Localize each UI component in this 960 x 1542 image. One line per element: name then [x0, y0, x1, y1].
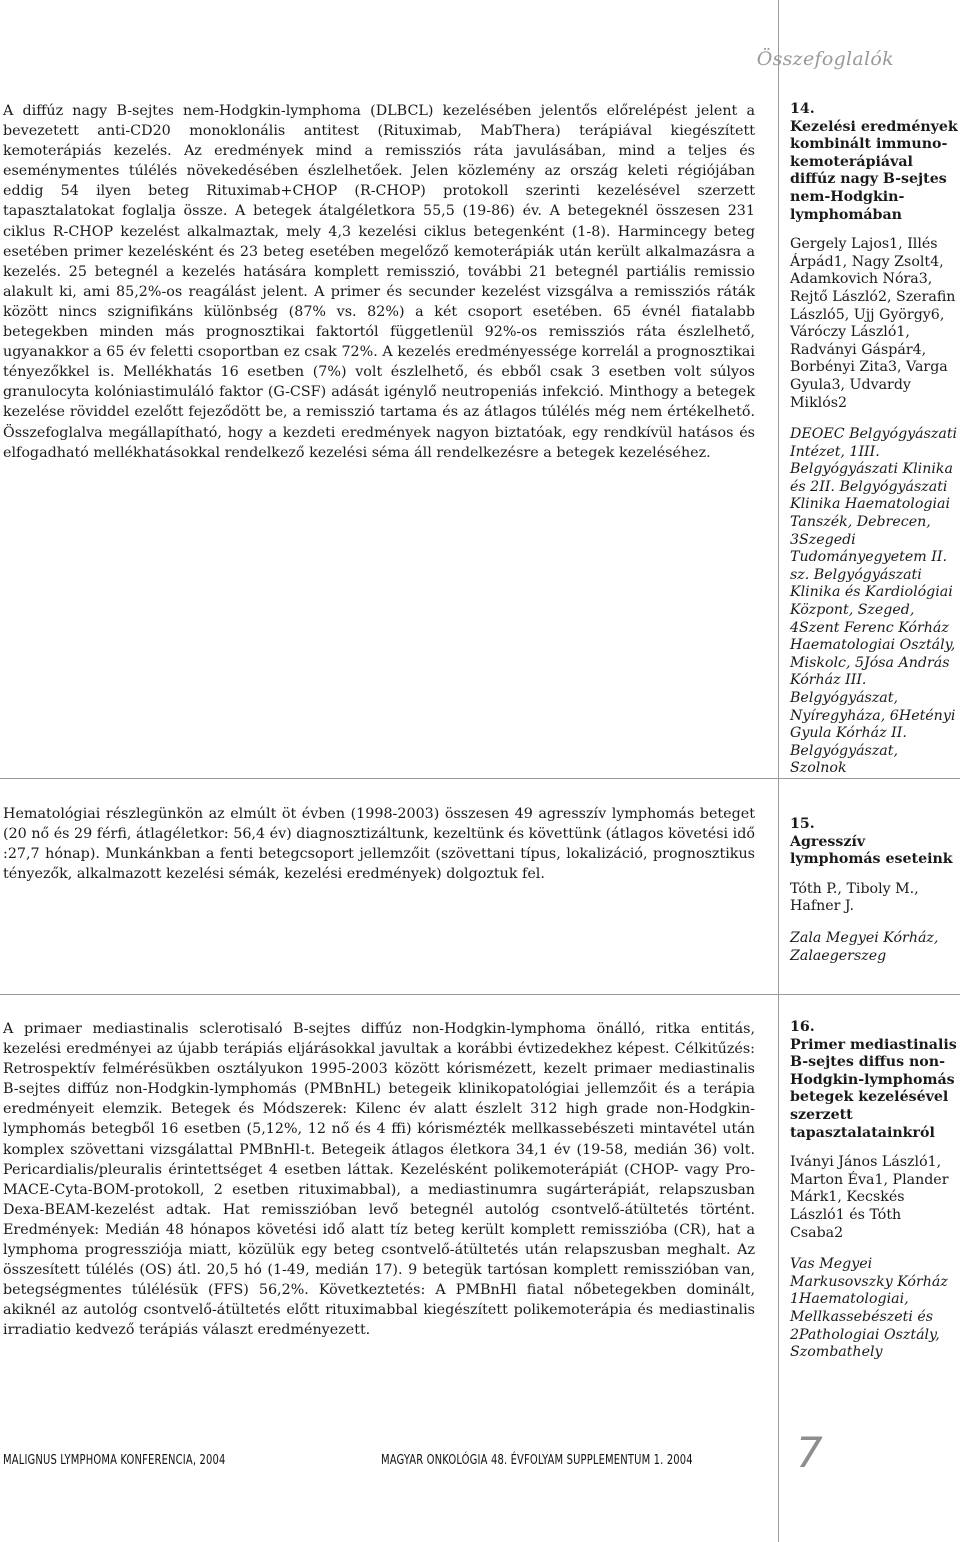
abstract-16-sidebar [790, 1019, 958, 1362]
abstract-separator-2 [0, 994, 960, 995]
abstract-15-sidebar [790, 816, 958, 965]
abstract-16-text: A primaer mediastinalis sclerotisaló B-sejtes diffúz non-Hodgkin-lymphoma önálló, ritka entitás, kezelési eredményei az újabb terápiás eljárásokkal javultak a korábbi évtizedekhez képest. Célkitűzés: Retrospektív felmérésükben osztályukon 1995-2003 között kórismézett, kezelt primaer mediastinalis B-sejtes diffúz non-Hodgkin-lymphomás (PMBnHL) betegeik klinikopatológiai jellemzőit és a terápia eredményeit elemzik. Betegek és Módszerek: Kilenc év alatt észlelt 312 high grade non-Hodgkin-lymphomás betegből 16 esetben (5,12%, 12 nő és 4 ffi) kórismézték mellkassebészeti mintavétel után komplex szövettani vizsgálattal PMBnHl-t. Betegeik átlagos életkora 34,1 év (19-58, medián 36) volt. Pericardialis/pleuralis érintettséget 4 esetben láttak. Kezelésként polikemoterápiát (CHOP- vagy Pro-MACE-Cyta-BOM-protokoll, 2 esetben rituximabbal), a mediastinumra sugárterápiát, relapszusban Dexa-BEAM-kezelést adtak. Hat remisszióban levő betegnél autológ csontvelő-átültetés történt. Eredmények: Medián 48 hónapos követési idő alatt tíz beteg került komplett remisszióba (CR), hat a lymphoma progressziója miatt, közülük egy beteg csontvelő-átültetés után relapszusban meghalt. Az összesített túlélés (OS) átl. 20,5 hó (1-49, medián 17). 9 betegük tartósan komplett remisszióban van, betegségmentes túlélésük (FFS) 56,2%. Következtetés: A PMBnHl fiatal nőbetegekben dominált, akiknél az autológ csontvelő-átültetés előtt rituximabbal kiegészített polikemoterápia és mediastinalis irradiatio kedvező terápiás választ eredményezett. [3, 1021, 755, 1339]
abstract-15-institution: Zala Megyei Kórház, Zalaegerszeg [790, 929, 939, 964]
abstract-15-text: Hematológiai részlegünkön az elmúlt öt évben (1998-2003) összesen 49 agresszív lymphomás beteget (20 nő és 29 férfi, átlagéletkor: 56,4 év) diagnosztizáltunk, kezeltünk és követtünk (átlagos követési idő :27,7 hónap). Munkánkban a fenti betegcsoport jellemzőit (szövettani típus, lokalizáció, prognosztikus tényezők, alkalmazott kezelési sémák, kezelési eredmények) dolgoztuk fel. [3, 806, 755, 883]
abstract-15-title: Agresszív lymphomás eseteink [790, 833, 953, 868]
column-divider [778, 0, 779, 1542]
abstract-15-authors: Tóth P., Tiboly M., Hafner J. [790, 880, 919, 915]
section-title: Összefoglalók [756, 48, 894, 70]
footer-conference: MALIGNUS LYMPHOMA KONFERENCIA, 2004 [3, 1452, 226, 1468]
abstract-14-sidebar [790, 101, 958, 778]
abstract-14-institution: DEOEC Belgyógyászati Intézet, 1III. Belgyógyászati Klinika és 2II. Belgyógyászati Klinika Haematologiai Tanszék, Debrecen, 3Szegedi Tudományegyetem II. sz. Belgyógyászati Klinika és Kardiológiai Központ, Szeged, 4Szent Ferenc Kórház Haematologiai Osztály, Miskolc, 5Jósa András Kórház III. Belgyógyászat, Nyíregyháza, 6Hetényi Gyula Kórház II. Belgyógyászat, Szolnok [790, 426, 958, 777]
abstract-separator-1 [0, 778, 960, 779]
abstract-16-authors: Iványi János László1, Marton Éva1, Plander Márk1, Kecskés László1 és Tóth Csaba2 [790, 1154, 949, 1241]
abstract-14-title: Kezelési eredmények kombinált immuno-kemoterápiával diffúz nagy B-sejtes nem-Hodgkin-lymphomában [790, 118, 958, 223]
abstract-14-text: A diffúz nagy B-sejtes nem-Hodgkin-lymphoma (DLBCL) kezelésében jelentős előrelépést jelent a bevezetett anti-CD20 monoklonális antitest (Rituximab, MabThera) terápiával kiegészített kemoterápiás kezelés. Az eredmények mind a remissziós ráta javulásában, mind a teljes és eseménymentes túlélés növekedésében észlelhetőek. Jelen közlemény az ország keleti régiójában eddig 54 ilyen beteg Rituximab+CHOP (R-CHOP) protokoll szerinti kezelésével szerzett tapasztalatokat foglalja össze. A betegek átalgéletkora 55,5 (19-86) év. A betegeknél összesen 231 ciklus R-CHOP kezelést alkalmaztak, mely 4,3 kezelési ciklus betegenként (1-8). Harmincegy beteg esetében primer kezelésként és 23 beteg esetében megelőző kemoterápiák után került alkalmazásra a kezelés. 25 betegnél a kezelés hatására komplett remisszió, további 21 betegnél partiális remissio alakult ki, ami 85,2%-os reagálást jelent. A primer és secunder kezelést vizsgálva a remissziós ráták között nincs szignifikáns különbség (87% vs. 82%) a két csoport esetében. 65 évnél fiatalabb betegekben minden más prognosztikai faktortól függetlenül 92%-os remissziós ráta észlelhető, ugyanakkor a 65 év feletti csoportban ez csak 72%. A kezelés eredményessége korrelál a prognosztikai tényezőkkel is. Mellékhatás 16 esetben (7%) volt észlelhető, és ebből csak 3 esetben volt súlyos granulocyta kolóniastimuláló faktor (G-CSF) adását igénylő neutropeniás infekció. Minthogy a betegek kezelése röviddel ezelőtt fejeződött be, a remisszió tartama és az átlagos túlélés még nem értékelhető. Összefoglalva megállapítható, hogy a kezdeti eredmények nagyon biztatóak, egy rendkívül hatásos és elfogadható mellékhatásokkal rendelkező kezelési séma áll rendelkezésre a betegek kezeléséhez. [3, 103, 755, 461]
abstract-16-number: 16. [790, 1019, 815, 1035]
abstract-16-title: Primer mediastinalis B-sejtes diffus non-Hodgkin-lymphomás betegek kezelésével szerzett tapasztalatainkról [790, 1036, 957, 1141]
page-number: 7 [796, 1428, 823, 1477]
abstract-14-authors: Gergely Lajos1, Illés Árpád1, Nagy Zsolt4, Adamkovich Nóra3, Rejtő László2, Szerafin László5, Ujj György6, Váróczy László1, Radványi Gáspár4, Borbényi Zita3, Varga Gyula3, Udvardy Miklós2 [790, 236, 956, 411]
abstract-14-number: 14. [790, 101, 815, 117]
abstract-16-institution: Vas Megyei Markusovszky Kórház 1Haematologiai, Mellkassebészeti és 2Pathologiai Osztály, Szombathely [790, 1256, 948, 1361]
footer-journal: MAGYAR ONKOLÓGIA 48. ÉVFOLYAM SUPPLEMENTUM 1. 2004 [381, 1452, 693, 1468]
abstract-15-number: 15. [790, 816, 815, 832]
